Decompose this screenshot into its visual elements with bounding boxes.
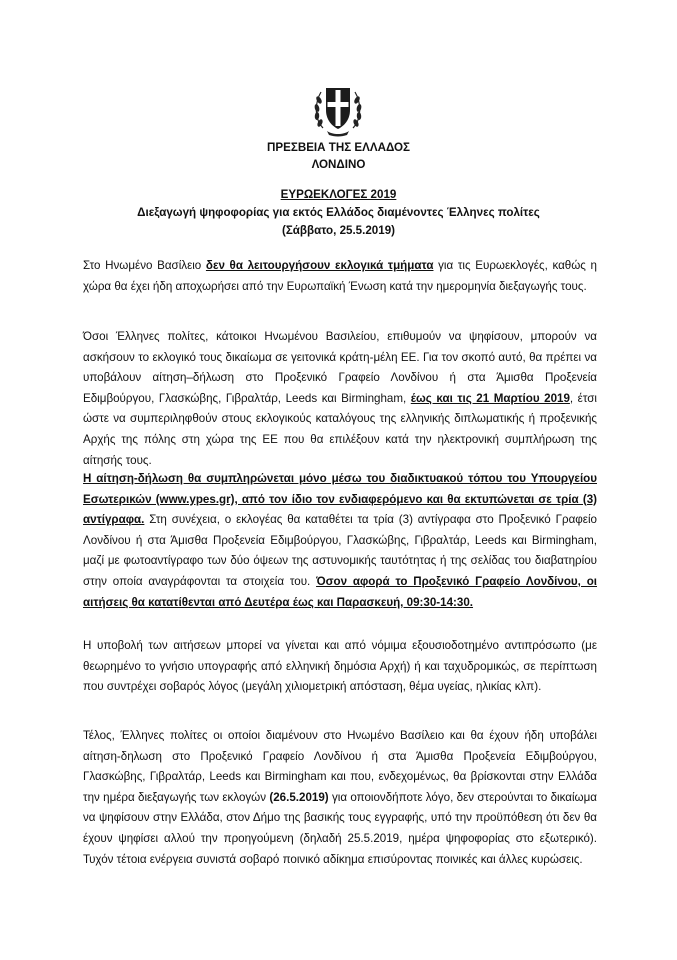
paragraph-3-emphasis: Η αίτηση-δήλωση θα συμπληρώνεται μόνο μέσω του διαδικτυακού τόπου του Υπουργείου Εσωτερικών (www.ypes.gr), από τον ίδιο τον ενδιαφερόμενο και θα εκτυπώνεται σε τρία (3) αντίγραφα. — [83, 472, 597, 527]
document-subtitle: Διεξαγωγή ψηφοφορίας για εκτός Ελλάδος διαμένοντες Έλληνες πολίτες — [137, 206, 540, 219]
paragraph-4 — [83, 636, 597, 698]
paragraph-2 — [83, 327, 597, 471]
paragraph-4-text: Η υποβολή των αιτήσεων μπορεί να γίνεται και από νόμιμα εξουσιοδοτημένο αντιπρόσωπο (με θεωρημένο το γνήσιο υπογραφής από ελληνική δημόσια Αρχή) ή και ταχυδρομικώς, σε περίπτωση που συντρέχει σοβαρός λόγος (μεγάλη χιλιομετρική απόσταση, θέμα υγείας, ηλικίας κλπ). — [83, 639, 597, 694]
document-date: (Σάββατο, 25.5.2019) — [281, 224, 396, 237]
paragraph-3 — [83, 469, 597, 613]
paragraph-5 — [83, 726, 597, 870]
paragraph-1 — [83, 256, 597, 297]
paragraph-2-deadline: έως και τις 21 Μαρτίου 2019 — [410, 391, 570, 405]
paragraph-1-text: Στο Ηνωμένο Βασίλειο — [83, 259, 206, 272]
paragraph-2-text: Όσοι Έλληνες πολίτες, κάτοικοι Ηνωμένου Βασιλείου, επιθυμούν να ψηφίσουν, μπορούν να ασκήσουν το εκλογικό τους δικαίωμα σε γειτονικά κράτη-μέλη ΕΕ. Για τον σκοπό αυτό, θα πρέπει να υποβάλουν αίτηση–δήλωση στο Προξενικό Γραφείο Λονδίνου ή στα Άμισθα Προξενεία Εδιμβούργου, Γλασκώβης, Γιβραλτάρ, Leeds και Birmingham, — [83, 330, 597, 405]
paragraph-5-text: Τέλος, Έλληνες πολίτες οι οποίοι διαμένουν στο Ηνωμένο Βασίλειο και θα έχουν ήδη υποβάλει αίτηση-δηλωση στο Προξενικό Γραφείο Λονδίνου ή στα Άμισθα Προξενεία Εδιμβούργου, Γλασκώβης, Γιβραλτάρ, Leeds και Birmingham και που, ενδεχομένως, θα βρίσκονται στην Ελλάδα την ημέρα διεξαγωγής των εκλογών — [83, 729, 597, 804]
greek-coat-of-arms-icon — [311, 80, 365, 138]
paragraph-5-election-date: (26.5.2019) — [269, 790, 329, 804]
paragraph-2-text-end: , έτσι ώστε να συμπεριληφθούν στους εκλογικούς καταλόγους της ελληνικής διπλωματικής ή προξενικής Αρχής της πόλης στη χώρα της ΕΕ που θα επιλέξουν κατά την ηλεκτρονική συμπλήρωση της αίτησής τους. — [83, 391, 597, 467]
paragraph-1-emphasis: δεν θα λειτουργήσουν εκλογικά τμήματα — [205, 259, 434, 272]
paragraph-1-text-end: για τις Ευρωεκλογές, καθώς η χώρα θα έχει ήδη αποχωρήσει από την Ευρωπαϊκή Ένωση κατά την ημερομηνία διεξαγωγής τους. — [83, 259, 597, 293]
paragraph-3-text: Στη συνέχεια, ο εκλογέας θα καταθέτει τα τρία (3) αντίγραφα στο Προξενικό Γραφείο Λονδίνου ή στα Άμισθα Προξενεία Εδιμβούργου, Γλασκώβης, Γιβραλτάρ, Leeds και Birmingham, μαζί με φωτοαντίγραφο των δύο όψεων της αστυνομικής ταυτότητας ή της σελίδας του διαβατηρίου στην οποία αναγράφονται τα στοιχεία του. — [83, 513, 597, 588]
paragraph-3-office-hours: Όσον αφορά το Προξενικό Γραφείο Λονδίνου, οι αιτήσεις θα κατατίθενται από Δευτέρα έως και Παρασκευή, 09:30-14:30. — [83, 574, 598, 609]
paragraph-5-text-end: για οποιονδήποτε λόγο, δεν στερούνται το δικαίωμα να ψηφίσουν στην Ελλάδα, στον Δήμο της βασικής τους εγγραφής, υπό την προϋπόθεση ότι δεν θα έχουν ψηφίσει αλλού την προηγούμενη (δηλαδή 25.5.2019, ημέρα ψηφοφορίας στο εξωτερικό). Τυχόν τέτοια ενέργεια συνιστά σοβαρό ποινικό αδίκημα επισύροντας ποινικές και άλλες κυρώσεις. — [83, 790, 597, 866]
document-title: ΕΥΡΩΕΚΛΟΓΕΣ 2019 — [280, 188, 397, 201]
embassy-name: ΠΡΕΣΒΕΙΑ ΤΗΣ ΕΛΛΑΔΟΣ — [267, 141, 410, 154]
embassy-city: ΛΟΝΔΙΝΟ — [311, 158, 366, 171]
